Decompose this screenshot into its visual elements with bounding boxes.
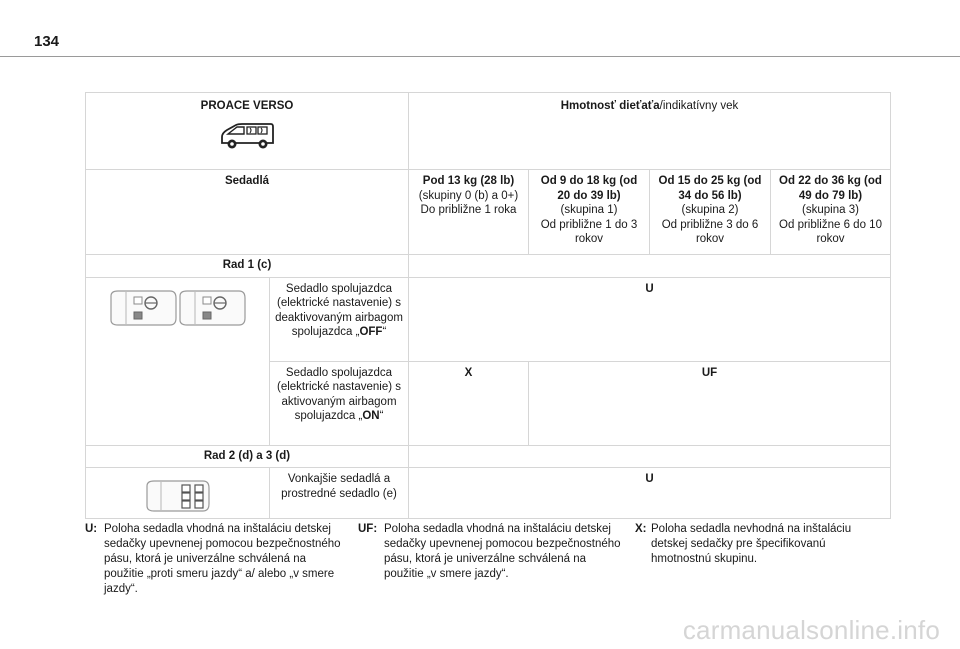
rear-seat-diagram-cell xyxy=(86,468,270,519)
legend-x-key: X: xyxy=(635,523,647,535)
model-header-cell xyxy=(86,93,409,170)
van-icon xyxy=(219,122,275,152)
seat-desc-airbag-on: Sedadlo spolujazdca (elektrické nastavenie) s aktivovaným airbagom spolujazdca „ON“ xyxy=(270,361,409,445)
value-airbag-off: U xyxy=(409,277,891,361)
legend-uf-text: Poloha sedadla vhodná na inštaláciu detskej sedačky upevnenej pomocou bezpečnostného pásu, ktorá je univerzálne schválená na použitie „v smere jazdy“. xyxy=(384,523,621,580)
front-seat-diagram-cell xyxy=(86,277,270,445)
model-name: PROACE VERSO xyxy=(200,100,294,112)
rear-seats-diagram xyxy=(143,478,213,514)
child-seat-table xyxy=(85,92,891,519)
legend-uf-key: UF: xyxy=(358,523,378,535)
category-cell-1: Od 9 do 18 kg (od 20 do 39 lb) (skupina 1) Od približne 1 do 3 rokov xyxy=(529,170,650,255)
watermark: carmanualsonline.info xyxy=(682,615,940,645)
rear-seats-desc: Vonkajšie sedadlá a prostredné sedadlo (e) xyxy=(270,468,409,519)
seats-label: Sedadlá xyxy=(86,170,409,255)
weight-header-cell xyxy=(409,93,891,170)
page-number: 134 xyxy=(34,33,60,50)
table-header-row xyxy=(86,93,891,170)
categories-row xyxy=(86,170,891,255)
header-rule xyxy=(0,56,960,57)
row1-label: Rad 1 (c) xyxy=(86,255,409,278)
row2-label-row xyxy=(86,445,891,468)
weight-header-bold: Hmotnosť dieťaťa xyxy=(560,100,660,112)
row1-label-row xyxy=(86,255,891,278)
legend-x-text: Poloha sedadla nevhodná na inštaláciu detskej sedačky pre špecifikovanú hmotnostnú skupinu. xyxy=(651,523,852,565)
value-airbag-on-groups-1-3: UF xyxy=(529,361,891,445)
legend-u-text: Poloha sedadla vhodná na inštaláciu detskej sedačky upevnenej pomocou bezpečnostného pásu, ktorá je univerzálne schválená na použitie „proti smeru jazdy“ a/ alebo „v smere jazdy“. xyxy=(104,523,341,595)
value-rear-seats: U xyxy=(409,468,891,519)
category-cell-0: Pod 13 kg (28 lb) (skupiny 0 (b) a 0+) Do približne 1 roka xyxy=(409,170,529,255)
row2-label: Rad 2 (d) a 3 (d) xyxy=(86,445,409,468)
category-cell-3: Od 22 do 36 kg (od 49 do 79 lb) (skupina 3) Od približne 6 do 10 rokov xyxy=(771,170,891,255)
category-cell-2: Od 15 do 25 kg (od 34 do 56 lb) (skupina 2) Od približne 3 do 6 rokov xyxy=(650,170,771,255)
weight-header-rest: /indikatívny vek xyxy=(659,100,739,112)
legend-u-key: U: xyxy=(85,523,98,535)
front-passenger-seat-diagram xyxy=(108,288,248,328)
row2-seats-row xyxy=(86,468,891,519)
seat-desc-airbag-off: Sedadlo spolujazdca (elektrické nastavenie) s deaktivovaným airbagom spolujazdca „OFF“ xyxy=(270,277,409,361)
value-airbag-on-group-0: X xyxy=(409,361,529,445)
row1-airbag-off-row xyxy=(86,277,891,361)
